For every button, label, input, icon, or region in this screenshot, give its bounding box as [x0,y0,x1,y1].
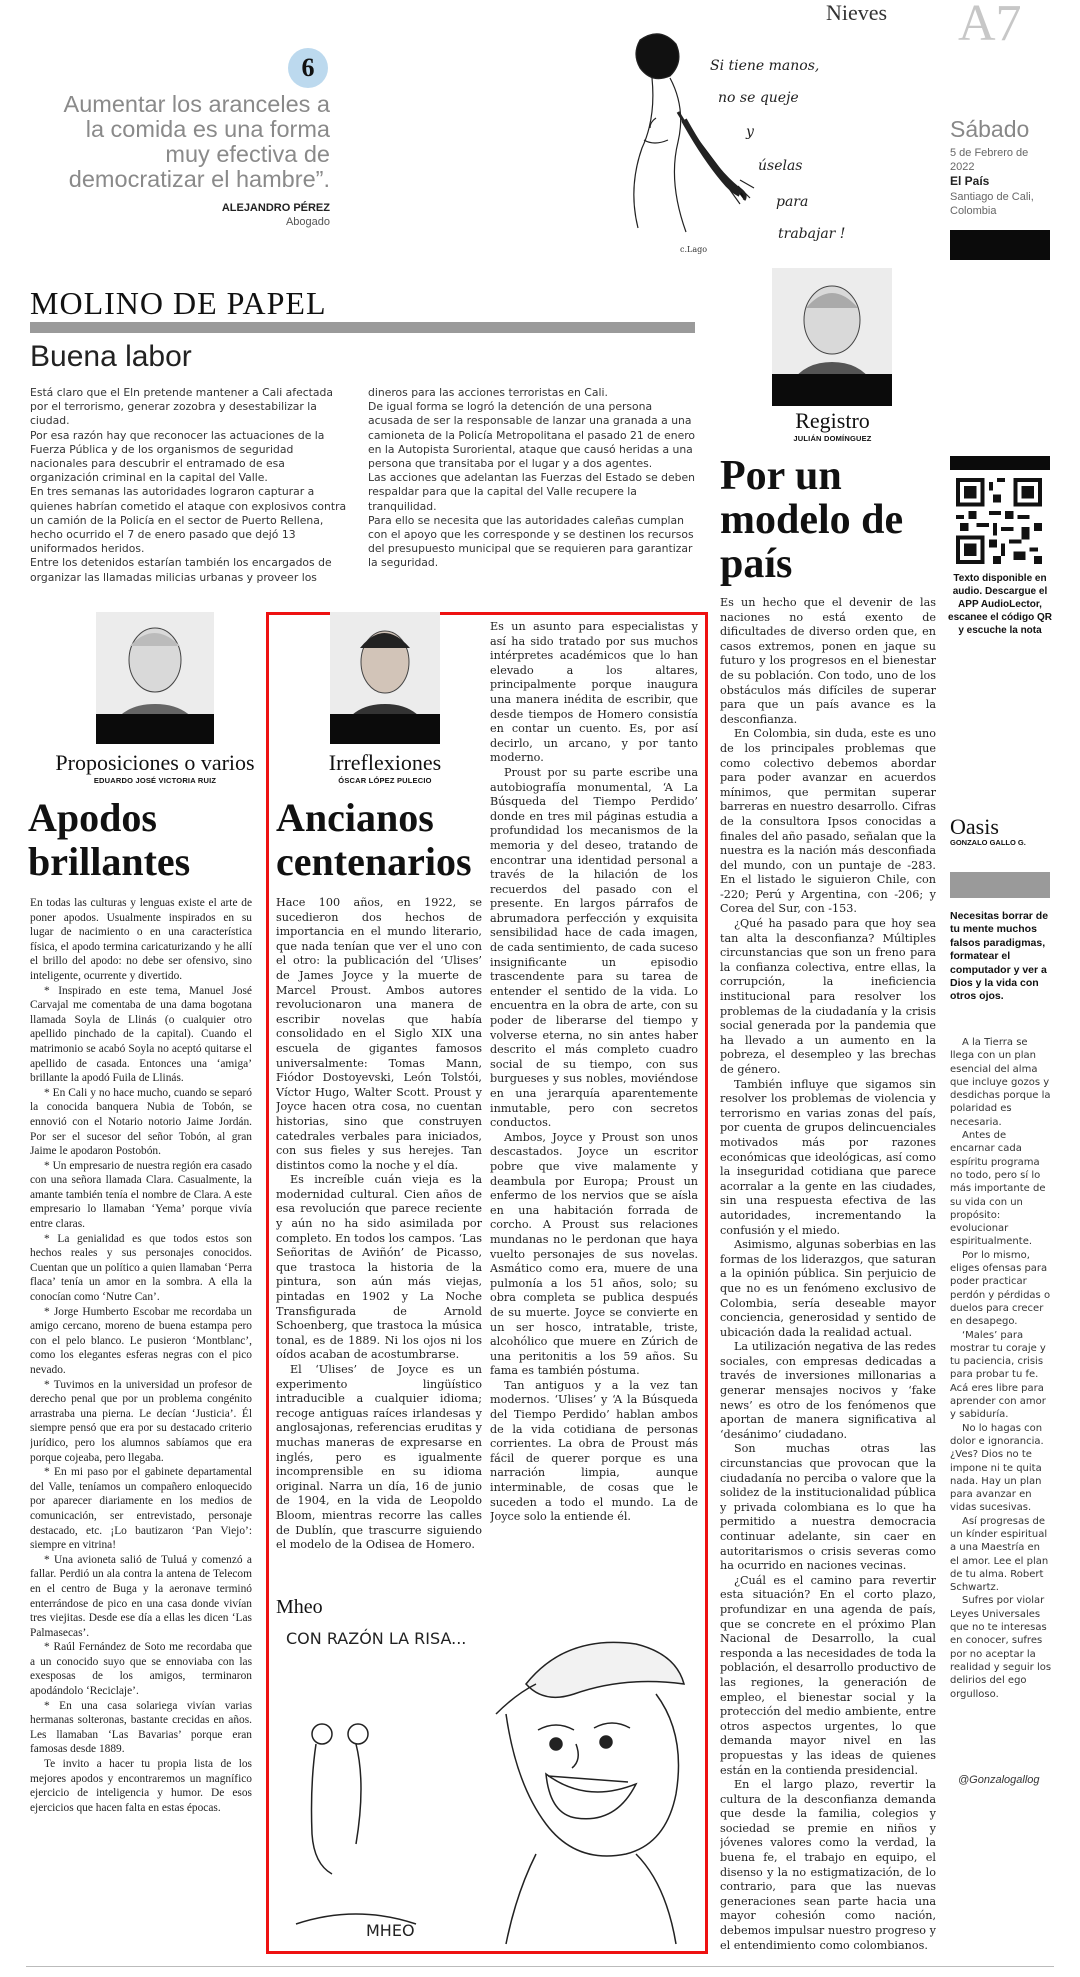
irreflexiones-p: Es increíble cuán vieja es la modernidad cultural. Cien años de esa revolución que parece reciente y aún no ha sido asimilada por completo. En todos los campos. ‘Las Señoritas de Aviñón’ de Picasso, que trastoca la historia de la pintura, son aún más viejas, pintadas en 1902 y La Noche Transfigurada de Arnold Schoenberg, que trastoca la música tonal, es de 1889. Ni los ojos ni los oídos acaban de acostumbrarse. [276,1173,482,1362]
oasis-p: ‘Males’ para mostrar tu coraje y tu paciencia, crisis para probar tu fe. Acá eres libre para aprender con amor y sabiduría. [950,1329,1046,1421]
registro-headline: Por un modelo de país [720,453,904,587]
proposiciones-p: * Jorge Humberto Escobar me recordaba un amigo cercano, moreno de buena estampa pero con el pelo blanco. Le pusieron ‘Montblanc’, como los elegantes esferas negras con el pico nevado. [30,1305,252,1376]
registro-p: ¿Qué ha pasado para que hoy sea tan alta la desconfianza? Múltiples circunstancias que son un freno para la confianza colectiva, entre ellas, la corrupción, la ineficiencia institucional para resolver los problemas de la ciudadanía y la crisis social generada por la pandemia que ha llevado a un aumento en la pobreza, el desempleo y las brechas de género. [720,917,936,1076]
registro-column-name: Registro [795,408,870,433]
qr-code[interactable] [956,478,1042,564]
registro-p: Son muchas otras las circunstancias que provocan que la ciudadanía no perciba o valore que la solidez de la institucionalidad pública y privada colombiana es lo que ha permitido a nuestra democracia continuar adelante, sin caer en autoritarismos o crisis severas como ha ocurrido en naciones vecinas. [720,1442,936,1573]
oasis-author: GONZALO GALLO G. [950,838,1026,847]
irreflexiones-p: Tan antiguos y a la vez tan modernos. ‘Ulises’ y ‘A la Búsqueda del Tiempo Perdido’ hablan ambos de la vida cotidiana de personas corrientes. La obra de Proust más fácil de querer porque es una narración limpia, aunque interminable, de cosas que le suceden a todo el mundo. La de Joyce solo la entiende él. [490,1378,698,1524]
photo-name-bar [96,714,214,744]
molino-p: Las acciones que adelantan las Fuerzas del Estado se deben respaldar para que la capital del Valle recupere la tranquilidad. [368,471,696,513]
quote-author: ALEJANDRO PÉREZ [221,202,330,214]
molino-col-1 [30,386,350,598]
proposiciones-p: * La genialidad es que todos estos son hechos reales y sus personajes conocidos. Cuentan que un político a quien llamaban ‘Perra flaca’ tenía un amor en la sombra. A ella la conocían como ‘Nutre Can’. [30,1232,252,1304]
proposiciones-p: * En Cali y no hace mucho, cuando se separó la conocida banquera Nubia de Tobón, se ennovió con el Notario notorio Jaime Jordán. Por ser el sucesor del señor Tobón, al gran Jaime le apodaron Postobón. [30,1086,252,1158]
cartoon-line-5: para [776,194,809,210]
irreflexiones-body-col-2 [490,620,698,1570]
oasis-p: Antes de encarnar cada espíritu programa no todo, pero sí lo más importante de su vida con un propósito: evolucionar espiritualmente. [950,1130,1046,1248]
registro-p: Es un hecho que el devenir de las naciones no está exento de dificultades de diverso orden que, en casos extremos, ponen en jaque su futuro y los progresos en el bienestar de su población. Con todo, uno de los obstáculos más difíciles de superar para que un país avance es la desconfianza. [720,596,936,726]
molino-rule [30,322,695,333]
molino-p: Para ello se necesita que las autoridades caleñas cumplan con el apoyo que les corresponde y se destinen los recursos del presupuesto municipal que se requieren para garantizar la seguridad. [368,513,694,570]
registro-p: Asimismo, algunas soberbias en las formas de los liderazgos, que saturan a la opinión pública. Sin perjuicio de que no es un fenómeno exclusivo de Colombia, sería deseable mayor conciencia, generosidad y sentido de ubicación dada la realidad actual. [720,1238,936,1339]
mheo-speech: CON RAZÓN LA RISA... [286,1629,467,1648]
oasis-handle[interactable]: @Gonzalogallog [958,1774,1040,1786]
irreflexiones-author: ÓSCAR LÓPEZ PULECIO [338,776,432,785]
registro-p: En el largo plazo, revertir la cultura de la desconfianza demanda que desde la familia, colegios y sociedad se premie en niños y jóvenes valores como la verdad, la buena fe, el trabajo en equipo, el disenso y la no estigmatización, de lo contrario, para que las nuevas generaciones sean parte hacia una mayor cohesión como nación, debemos impulsar nuestro progreso y el entendimiento como colombianos. [720,1778,936,1952]
irreflexiones-p: Ambos, Joyce y Proust son unos descastados. Joyce un escritor pobre que vive malamente y deambula por Europa; Proust un enfermo de los nervios que se aísla en una habitación forrada de corcho. A Proust sus relaciones mundanas no le perdonan que haya vuelto personajes de sus novelas. Asmático como era, muere de una pulmonía a los 51 años, solo; su obra completa se publica después de su muerte. Joyce se convierte en un ser hosco, intratable, triste, alcohólico que muere en Zúrich de una peritonitis a los 59 años. Su fama es también póstuma. [490,1130,698,1378]
photo-name-bar [330,714,440,744]
cartoon-line-4: úselas [758,158,803,174]
molino-p: Por esa razón hay que reconocer las actuaciones de la Fuerza Pública y de los organismos de seguridad nacionales para descubrir el entramado de esa organización criminal en la capital del Valle. [30,428,325,485]
proposiciones-p: * Inspirado en este tema, Manuel José Carvajal me comentaba de una dama bogotana llamada Soyla de Llinás (o cualquier otro apellido pinchado de la capital). Cuando el matrimonio se acabó Soyla no aceptó quitarse el apellido de casada. Entonces una ‘amiga’ brillante la apodó Fuila de Llinás. [30,984,252,1085]
oasis-body [950,1036,1052,1776]
proposiciones-p: * En una casa solariega vivían varias hermanas solteronas, bastante crecidas en años. Les llamaban ‘Las Bavarias’ porque eran famosas desde 1889. [30,1699,252,1756]
irreflexiones-p: Es un asunto para especialistas y así ha sido tratado por sus muchos intérpretes académicos que lo han elevado a los altares, principalmente porque inaugura una manera inédita de escribir, que desde tiempos de Homero consistía en contar un cuento. Es, por así decirlo, un arcano, y por tanto moderno. [490,620,698,765]
cartoon-line-2: no se queje [718,90,799,106]
weekday: Sábado [950,116,1030,142]
molino-p: dineros para las acciones terroristas en Cali. [368,386,608,399]
oasis-p: Sufres por violar Leyes Universales que no te interesas en conocer, sufres por no aceptar la realidad y seguir los delirios del ego orgulloso. [950,1595,1052,1700]
quote-number: 6 [301,53,315,82]
oasis-p: Así progresas de un kínder espiritual a una Maestría en el amor. Lee el plan de tu alma. Robert Schwartz. [950,1515,1049,1594]
proposiciones-p: * Una avioneta salió de Tuluá y comenzó a fallar. Perdió un ala contra la antena de Telecom en el centro de Buga y la aeronave terminó enterrándose de pico en una casa donde vivían tres viejitas. Desde ese día a ellas les dicen ‘Las Palmasecas’. [30,1553,252,1639]
irreflexiones-body-col-1 [276,896,482,1556]
proposiciones-p: En todas las culturas y lenguas existe el arte de poner apodos. Usualmente inspirados en su lugar de nacimiento o en una característica física, el apodo termina caricaturizando y he allí el brillo del apodo: no debe ser ofensivo, sino inteligente, ocurrente y divertido. [30,897,252,982]
irreflexiones-p: Hace 100 años, en 1922, se sucedieron dos hechos de importancia en el mundo literario, que nada tenían que ver el uno con el otro: la publicación del ‘Ulises’ de James Joyce y la muerte de Marcel Proust. Ambos autores revolucionaron una manera de escribir novelas que había consolidado en el Siglo XIX una escuela de gigantes famosos universalmente: Tomas Mann, Fiódor Dostoyevski, León Tolstói, Víctor Hugo, Walter Scott. Proust y Joyce hacen otra cosa, no cuentan historias, sino que construyen catedrales verbales para iniciados, con sus fieles y sus herejes. Tan distintos como la noche y el día. [276,896,482,1172]
proposiciones-body [30,896,252,1954]
mheo-title: Mheo [276,1596,323,1618]
oasis-rule [950,872,1050,898]
registro-p: También influye que sigamos sin resolver los problemas de violencia y terrorismo en varias zonas del país, por cuenta de grupos delincuenciales motivados más por razones económicas que ideológicas, así como la inseguridad cotidiana que parece acorralar a la gente en las ciudades, sin una respuesta efectiva de las autoridades, incrementando la confusión y el miedo. [720,1077,936,1237]
quote-text: Aumentar los aranceles a la comida es una forma muy efectiva de democratizar el hambre”. [63,91,330,192]
registro-p: La utilización negativa de las redes sociales, con empresas dedicadas a través de inversiones millonarias a generar mensajes nocivos y ‘fake news’ es otro de los fenómenos que aportan de manera significativa al ‘desánimo’ ciudadano. [720,1340,936,1441]
paper-name: El País [950,174,990,188]
page-code: A7 [958,0,1022,52]
irreflexiones-headline: Ancianos centenarios [276,795,472,884]
location: Santiago de Cali, Colombia [950,191,1034,217]
cartoon-line-3: y [746,124,754,140]
photo-name-bar [772,374,892,406]
mheo-signature: MHEO [366,1921,415,1940]
qr-code-icon [956,478,1042,564]
audio-box-text: Texto disponible en audio. Descargue el APP AudioLector, escanee el código QR y escuche la nota [948,573,1052,636]
registro-body [720,596,936,1960]
oasis-p: No lo hagas con dolor e ignorancia. ¿Ves? Dios no te impone ni te quita nada. Hay un plan para avanzar en vidas sucesivas. [950,1422,1044,1514]
mheo-cartoon [276,1624,696,1950]
molino-p: De igual forma se logró la detención de una persona acusada de ser la responsable de lanzar una granada a una camioneta de la Policía Metropolitana el pasado 21 de enero en la Autopista Suroriental, ataque que causó heridas a una persona que transitaba por el lugar y a dos agentes. [368,400,696,471]
cartoon-illustration [600,20,880,265]
proposiciones-column-name: Proposiciones o varios [55,750,255,775]
proposiciones-headline: Apodos brillantes [28,795,191,884]
molino-title: Buena labor [30,340,192,373]
cartoon-signature: c.Lago [680,245,708,254]
proposiciones-p: * Un empresario de nuestra región era casado con una señora llamada Clara. Casualmente, la amante también tenía el nombre de Clara. A este empresario lo llamaban ‘Yema’ porque vivía entre claras. [30,1159,252,1231]
cartoon-line-6: trabajar ! [778,226,846,242]
proposiciones-p: * Tuvimos en la universidad un profesor de derecho penal que por un problema congénito arrastraba una pierna. Le decían ‘Justicia’. Él siempre pensó que era por su destacado criterio jurídico, pero los alumnos sabíamos que era porque cojeaba, pero llegaba. [30,1378,252,1464]
proposiciones-p: * En mi paso por el gabinete departamental del Valle, teníamos un compañero enloquecido por aparecer diariamente en los medios de comunicación, ser entrevistado, personaje destacado, etc. ¡Lo bautizaron ‘Pan Viejo’: siempre en vitrina! [30,1466,252,1552]
date: 5 de Febrero de 2022 [950,147,1029,173]
registro-author: JULIÁN DOMÍNGUEZ [793,434,872,443]
oasis-column-name: Oasis [950,814,999,839]
molino-p: Entre los detenidos estarían también los encargados de organizar las llamadas milicias urbanas y proveer los [30,556,332,584]
quote-number-badge [288,48,328,88]
quote-role: Abogado [285,216,330,228]
irreflexiones-p: El ‘Ulises’ de Joyce es un experimento lingüístico intraducible a cualquier idioma; recoge antiguas raíces irlandesas y anglosajonas, referencias eruditas y muchas maneras de expresarse en inglés, pero es igualmente incomprensible en su idioma original. Narra un día, 16 de junio de 1904, en la vida de Leopoldo Bloom, mientras recorre las calles de Dublín, que trascurre siguiendo el modelo de la Odisea de Homero. [276,1363,482,1552]
proposiciones-p: Te invito a hacer tu propia lista de los mejores apodos y encontraremos un magnífico ejercicio de inteligencia y humor. De esos ejercicios que hacen falta en estas épocas. [30,1758,252,1814]
oasis-p: Por lo mismo, eliges ofensas para poder practicar perdón y pérdidas o duelos para crecer en desapego. [950,1249,1051,1328]
registro-p: ¿Cuál es el camino para revertir esta situación? En el corto plazo, profundizar en una agenda de país, que se concrete en el próximo Plan Nacional de Desarrollo, la cual responda a las necesidades de toda la población, el desarrollo productivo de las regiones, la generación de empleo, el bienestar social y la protección del medio ambiente, entre otros aspectos urgentes, lo que demanda mayor nivel en las propuestas y las ideas de quienes están en la contienda presidencial. [720,1573,936,1777]
oasis-lead: Necesitas borrar de tu mente muchos falsos paradigmas, formatear el computador y ver a Dios y la vida con otros ojos. [950,910,1049,1003]
irreflexiones-p: Proust por su parte escribe una autobiografía monumental, ‘A La Búsqueda del Tiempo Perdido’ donde en tres mil páginas estudia a profundidad los mecanismos de la memoria y del deseo, tratando de encontrar una identidad personal a través de la hilación de los recuerdos del pasado con el presente. En largos párrafos de abrumadora perfección y exquisita sensibilidad hace de cada imagen, de cada sentimiento, de cada suceso insignificante un episodio trascendente para su tarea de entender el sentido de la vida. Lo encuentra en la obra de arte, con su poder de liberarse del tiempo y volverse eterna, no sin antes haber descrito el más completo cuadro social de su tiempo, con sus burgueses y sus nobles, moviéndose en una jerarquía aparentemente inmutable, pero con secretos conductos. [490,765,698,1130]
molino-section-title: MOLINO DE PAPEL [30,285,327,321]
molino-p: Está claro que el Eln pretende mantener a Cali afectada por el terrorismo, generar zozobra y desestabilizar la ciudad. [30,386,333,428]
irreflexiones-column-name: Irreflexiones [328,750,442,775]
proposiciones-p: * Raúl Fernández de Soto me recordaba que a un conocido suyo que se ennoviaba con las exesposas de los amigos, terminaron apodándolo ‘Reciclaje’. [30,1641,252,1698]
audio-box-bar [950,456,1050,470]
proposiciones-author: EDUARDO JOSÉ VICTORIA RUIZ [93,776,217,785]
black-bar [950,230,1050,260]
molino-p: En tres semanas las autoridades lograron capturar a quienes habrían cometido el ataque con explosivos contra un camión de la Policía en el sector de Puerto Rellena, hecho ocurrido el 7 de enero pasado que dejó 13 uniformados heridos. [30,485,347,556]
cartoon-line-1: Si tiene manos, [710,58,820,74]
oasis-p: A la Tierra se llega con un plan esencial del alma que incluye gozos y desdichas porque la polaridad es necesaria. [950,1037,1051,1128]
bottom-rule [26,1966,1054,1967]
registro-p: En Colombia, sin duda, este es uno de los principales problemas que como colectivo debemos abordar para poder avanzar en acuerdos mínimos, que permitan superar barreras en nuestro desarrollo. Cifras de la consultora Ipsos conocidas a finales del año pasado, señalan que la nuestra es la nación más desconfiada del mundo, con un puntaje de -283. En el listado le siguieron Chile, con -220; Perú y Argentina, con -206; y Corea del Sur, con -153. [720,727,936,916]
section-name: Nieves [826,0,888,25]
molino-col-2 [368,386,696,598]
